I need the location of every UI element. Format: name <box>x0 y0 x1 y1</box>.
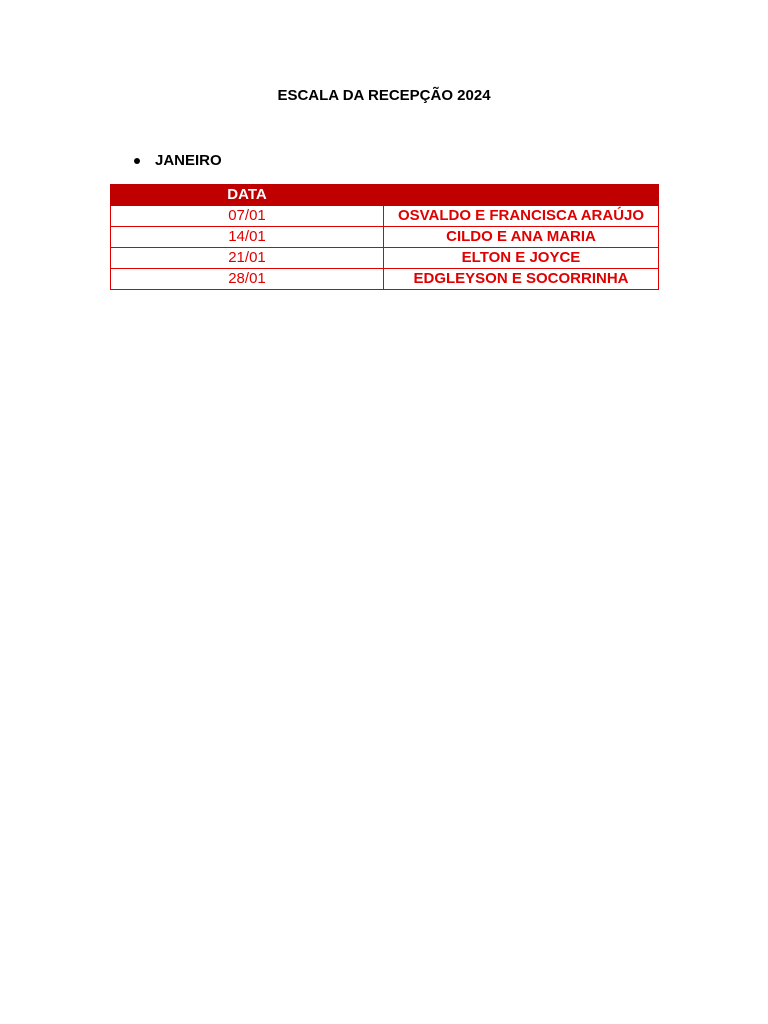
table-row <box>111 227 659 248</box>
row-names: CILDO E ANA MARIA <box>384 227 659 248</box>
table-row <box>111 269 659 290</box>
row-date: 28/01 <box>111 269 384 290</box>
table-row <box>111 248 659 269</box>
row-names: EDGLEYSON E SOCORRINHA <box>384 269 659 290</box>
row-date: 14/01 <box>111 227 384 248</box>
row-date: 21/01 <box>111 248 384 269</box>
header-names <box>384 185 659 206</box>
header-date: DATA <box>111 185 384 206</box>
table-header-row <box>111 185 659 206</box>
month-label: JANEIRO <box>155 152 222 169</box>
schedule-table <box>110 184 659 290</box>
month-list <box>130 151 222 171</box>
month-item-janeiro <box>130 151 222 171</box>
bullet-icon <box>134 158 140 164</box>
row-names: ELTON E JOYCE <box>384 248 659 269</box>
page-title: ESCALA DA RECEPÇÃO 2024 <box>277 87 491 104</box>
row-names: OSVALDO E FRANCISCA ARAÚJO <box>384 206 659 227</box>
row-date: 07/01 <box>111 206 384 227</box>
table-row <box>111 206 659 227</box>
